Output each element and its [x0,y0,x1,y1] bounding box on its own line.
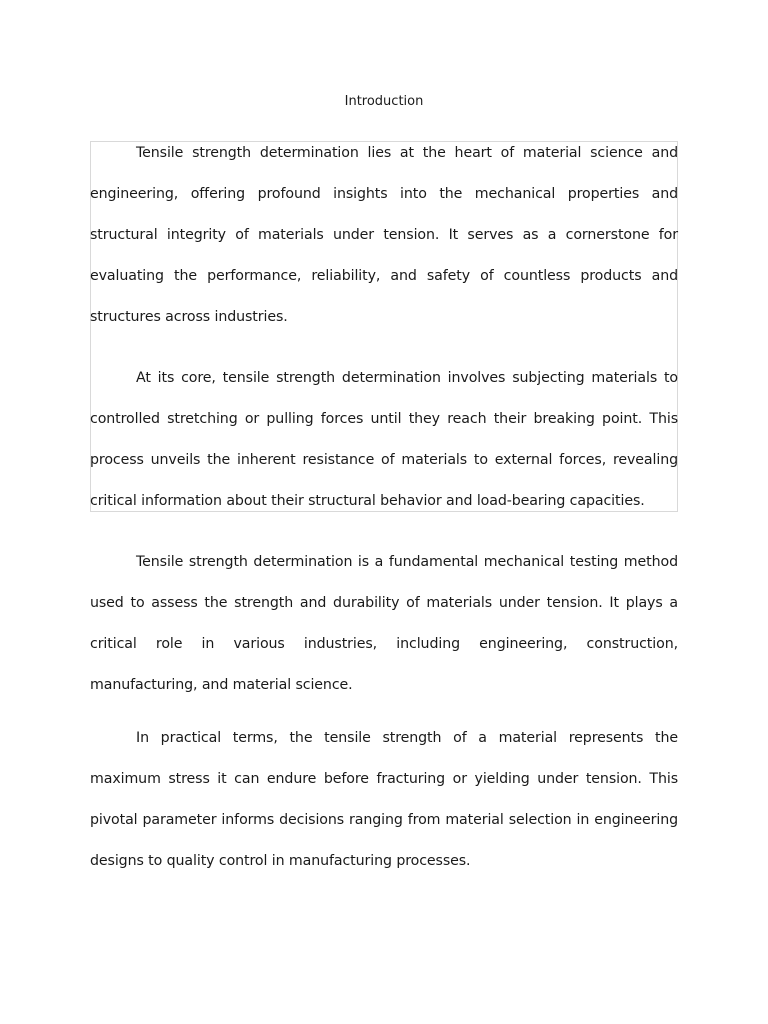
paragraph-1: Tensile strength determination lies at the heart of material science and engineering, offering profound insights into the mechanical properties and structural integrity of materials under tension. It serves as a cornerstone for evaluating the performance, reliability, and safety of countless products and structures across industries. [90,145,678,325]
paragraph-2: At its core, tensile strength determination involves subjecting materials to controlled stretching or pulling forces until they reach their breaking point. This process unveils the inherent resistance of materials to external forces, revealing critical information about their structural behavior and load-bearing capacities. [90,370,678,509]
paragraph-4: In practical terms, the tensile strength of a material represents the maximum stress it can endure before fracturing or yielding under tension. This pivotal parameter informs decisions ranging from material selection in engineering designs to quality control in manufacturing processes. [90,730,678,869]
page-title: Introduction [344,94,424,109]
paragraph-3: Tensile strength determination is a fundamental mechanical testing method used to assess the strength and durability of materials under tension. It plays a critical role in various industries, including engineering, construction, manufacturing, and material science. [90,554,678,693]
